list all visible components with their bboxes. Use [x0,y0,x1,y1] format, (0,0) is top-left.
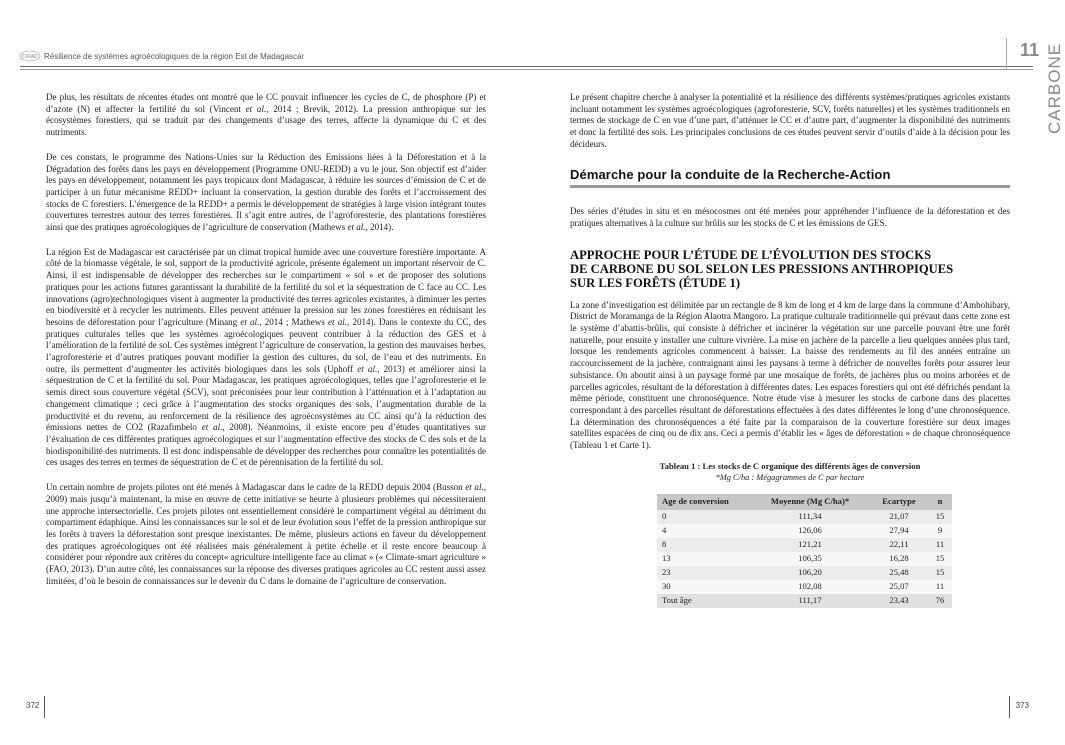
table-cell: 11 [928,580,952,594]
table-cell: 25,48 [870,566,928,580]
page-number-rule-left [44,696,45,718]
chapter-label: CARBONE [1045,42,1064,134]
table-cell: 16,28 [870,552,928,566]
table-cell: Tout âge [657,594,750,608]
table-cell: 76 [928,594,952,608]
section-title: Démarche pour la conduite de la Recherche-Action [570,166,891,182]
table-cell: 22,11 [870,538,928,552]
svg-text:CIRAD: CIRAD [22,54,38,60]
logo-icon [19,50,41,62]
subsection-title: APPROCHE POUR L’ÉTUDE DE L’ÉVOLUTION DES STOCKS DE CARBONE DU SOL SELON LES PRESSIONS ANTHROPIQUES SUR LES FORÊTS (ÉTUDE 1) [570,247,954,290]
intro-paragraph: Le présent chapitre cherche à analyser la potentialité et la résilience des différents systèmes/pratiques agricoles existants incluant notamment les systèmes agroécologiques (agroforesterie, SCV, forêts naturelles) et les systèmes traditionnels en termes de stockage de C en vue d’une part, d’atténuer le CC et d’autre part, d’augmenter la disponibilité des nutriments et donc la fertilité des sols. Les principales conclusions de ces études peuvent servir d’outils d’aide à la décision pour les décideurs. [570,92,1010,149]
table-cell: 15 [928,510,952,524]
table-cell: 15 [928,566,952,580]
table-cell: 11 [928,538,952,552]
table-cell: 8 [657,538,750,552]
body-paragraph: De plus, les résultats de récentes études ont montré que le CC pouvait influencer les cycles de C, de phosphore (P) et d’azote (N) et affecter la fertilité du sol (Vincent et al., 2014 ; Brevik, 2012). La pression anthropique sur les écosystèmes forestiers, qui se traduit par des changements d’usage des terres, affecte la dynamique du C et des nutriments. [46,92,486,138]
table-cell: 15 [928,552,952,566]
table-cell: 25,07 [870,580,928,594]
page-number-rule-right [1009,696,1010,718]
left-page-body [46,92,486,600]
table-cell: 23,43 [870,594,928,608]
table-row [657,566,952,580]
table-header-row [657,494,952,510]
table-cell: 121,21 [750,538,870,552]
table-row [657,580,952,594]
table-header-cell: Moyenne (Mg C/ha)* [750,494,870,510]
table-header-cell: Age de conversion [657,494,750,510]
body-paragraph: La région Est de Madagascar est caractérisée par un climat tropical humide avec une couverture forestière importante. A côté de la biomasse végétale, le sol, support de la productivité agricole, présente également un important réservoir de C. Ainsi, il est indispensable de développer des recherches sur le compartiment « sol » et de proposer des solutions pratiques pour les actions futures garantissant la durabilité de la fertilité du sol et la séquestration de C face au CC. Les innovations (agro)technologiques visent à augmenter la productivité des terres agricoles existantes, à diminuer les pertes en biodiversité et à recycler les nutriments. Elles peuvent atténuer la pression sur les zones forestières en réduisant les besoins de déforestation pour l’agriculture (Minang et al., 2014 ; Mathews et al., 2014). Dans le contexte du CC, des pratiques culturales telles que les systèmes agroécologiques peuvent contribuer à la réduction des GES et à l’amélioration de la fertilité de sol. Ces systèmes intègrent l’agriculture de conservation, la gestion des mauvaises herbes, l’agroforesterie et d’autres pratiques pouvant modifier la gestion des cultures, du sol, de l’eau et des nutriments. En outre, ils permettent d’augmenter les activités biologiques dans les sols (Uphoff et al., 2013) et améliorer ainsi la séquestration de C et la fertilité du sol. Pour Madagascar, les pratiques agroécologiques, telles que l’agroforesterie et le semis direct sous couverture végétal (SCV), sont préconisées pour leur contribution à l’atténuation et à l’adaptation au changement climatique ; ceci grâce à l’augmentation des stocks organiques des sols, l’augmentation durable de la productivité et du revenu, au renforcement de la résilience des agroécosystèmes au CC ainsi qu’à la réduction des émissions nettes de CO2 (Razafimbelo et al., 2008). Néanmoins, il existe encore peu d’études quantitatives sur l’évaluation de ces différentes pratiques agroécologiques et sur l’augmentation effective des stocks de C des sols et de la biodisponibilité des nutriments. Il est donc indispensable de développer des recherches pour connaître les potentialités de ces usages des terres en termes de séquestration de C et de pérennisation de la fertilité du sol. [46,246,487,468]
page-number-left: 372 [26,701,40,710]
table-cell: 126,06 [750,524,870,538]
table-cell: 111,17 [750,594,870,608]
subsection-paragraph: La zone d’investigation est délimitée par un rectangle de 8 km de long et 4 km de large dans la commune d’Ambohibary, District de Moramanga de la Région Alaotra Mangoro. La pratique culturale traditionnelle qui prévaut dans cette zone est le système d’abattis-brûlis, qui consiste à défricher et incinérer la végétation sur une parcelle pouvant être une forêt naturelle, pour ensuite y installer une culture vivrière. La mise en jachère de la parcelle a lieu quelques années plus tard, lorsque les rendements agricoles commencent à baisser. La baisse des rendements au fil des années entraîne un raccourcissement de la jachère, contraignant ainsi les paysans à terme à défricher de nouvelles forêts pour assurer leur subsistance. On aboutit ainsi à un paysage formé par une mosaïque de forêts, de jachères plus ou moins arborées et de parcelles agricoles, résultant de la déforestation à différentes dates. Les espaces forestiers qui ont été défrichés pendant la même période, constituent une chronoséquence. Notre étude vise à mesurer les stocks de carbone dans des placettes correspondant à des parcelles résultant de déforestations effectuées à des dates différentes le long d’une chronoséquence. La détermination des chronoséquences a été faite par la comparaison de la couverture forestière sur deux images satellites espacées de cinq ou de dix ans. Ceci a permis d’établir les « âges de déforestation » de chaque chronoséquence (Tableau 1 et Carte 1). [570,299,1010,451]
running-header-title: Résilience de systèmes agroécologiques de la région Est de Madagascar [44,52,305,61]
right-page-body [570,92,1010,608]
publisher-logo [19,50,41,62]
table-row [657,538,952,552]
table-cell: 0 [657,510,750,524]
table-cell: 106,20 [750,566,870,580]
header-rule [20,66,1033,67]
table-cell: 13 [657,552,750,566]
table-cell: 21,07 [870,510,928,524]
section-paragraph: Des séries d’études in situ et en mésocosmes ont été menées pour appréhender l’influence de la déforestation et des pratiques alternatives à la culture sur brûlis sur les stocks de C et les émissions de GES. [570,206,1010,228]
table-title: Tableau 1 : Les stocks de C organique des différents âges de conversion [659,460,921,471]
section-rule [570,185,1010,188]
body-paragraph: Un certain nombre de projets pilotes ont été menés à Madagascar dans le cadre de la REDD depuis 2004 (Busson et al., 2009) mais jusqu’à maintenant, la mise en œuvre de cette initiative se heurte à plusieurs problèmes qui nécessiteraient une approche intersectorielle. Ces projets pilotes ont essentiellement considéré le compartiment végétal au détriment du compartiment édaphique. Ainsi les connaissances sur le sol et de leur évolution sous l’effet de la pression anthropique sur les forêts à travers la déforestation sont presque inexistantes. De même, plusieurs actions en faveur du développement des pratiques agroécologiques ont été réalisées mais généralement à petite échelle et il reste encore beaucoup à considérer pour répondre aux critères du concept« agriculture intelligente face au climat » (« Climate-smart agriculture » (FAO, 2013). D’un autre côté, les connaissances sur la réponse des diverses pratiques agricoles au CC restent aussi assez limitées, d’où le besoin de connaissances sur le devenir du C dans le domaine de l’agriculture de conservation. [46,482,486,586]
table-header-cell: n [928,494,952,510]
table-cell: 23 [657,566,750,580]
table-cell: 30 [657,580,750,594]
table-cell: 102,08 [750,580,870,594]
table-header-cell: Ecartype [870,494,928,510]
table-row [657,524,952,538]
table-cell: 4 [657,524,750,538]
table-cell: 111,34 [750,510,870,524]
table-row [657,594,952,608]
table-cell: 27,94 [870,524,928,538]
table-row [657,510,952,524]
body-paragraph: De ces constats, le programme des Nations-Unies sur la Réduction des Emissions liées à la Déforestation et à la Dégradation des forêts dans les pays en développement (Programme ONU-REDD) a vu le jour. Son objectif est d’aider les pays en développement, notamment les pays tropicaux dont Madagascar, à réduire les sources d’émission de C et de participer à un futur mécanisme REDD+ incluant la conservation, la gestion durable des forêts et l’accroissement des stocks de C forestiers. L’émergence de la REDD+ a permis le développement de stratégies à large vision intégrant toutes couvertures terrestres autour des terres forestières. Il s’agit entre autres, de l’agroforesterie, des plantations forestières ainsi que des pratiques agroécologiques de l’agriculture de conservation (Mathews et al., 2014). [46,151,486,233]
header-rule-secondary [20,69,1033,70]
table-cell: 9 [928,524,952,538]
chapter-number: 11 [1019,40,1039,60]
table-cell: 106,35 [750,552,870,566]
carbon-stock-table [657,494,952,608]
table-subtitle: *Mg C/ha : Mégagrammes de C par hectare [715,473,865,483]
page-number-right: 373 [1015,701,1029,710]
table-row [657,552,952,566]
